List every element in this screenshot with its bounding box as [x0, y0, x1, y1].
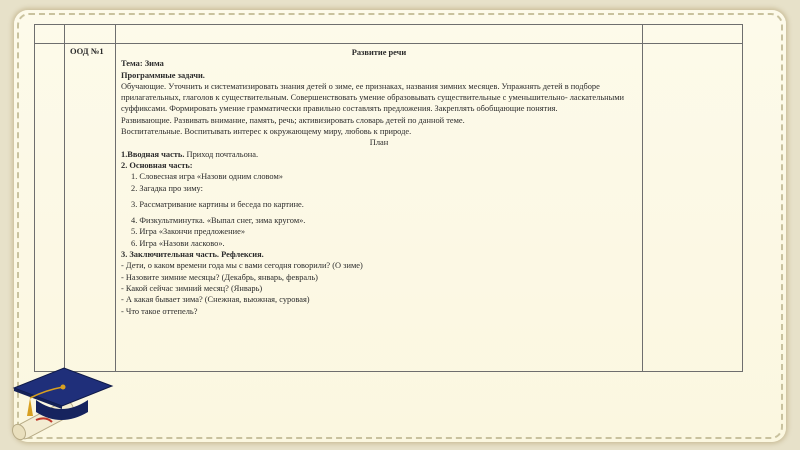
question-line: - А какая бывает зима? (Снежная, вьюжная, суровая): [121, 295, 310, 305]
task-developmental: Развивающие. Развивать внимание, память, речь; активизировать словарь детей по данной теме.: [121, 115, 465, 125]
lesson-plan-table: [34, 24, 743, 372]
tasks-heading: Программные задачи.: [121, 70, 205, 80]
theme-value: Зима: [144, 59, 164, 69]
header-cell: [35, 25, 65, 44]
theme-label: Тема:: [121, 59, 143, 69]
question-line: - Назовите зимние месяцы? (Декабрь, январь, февраль): [121, 272, 318, 282]
task-upbringing: Воспитательные. Воспитывать интерес к окружающему миру, любовь к природе.: [121, 127, 412, 137]
intro-text: Приход почтальона.: [184, 149, 259, 159]
header-cell: [116, 25, 643, 44]
graduation-cap-icon: [6, 360, 116, 445]
main-item: 1. Словесная игра «Назови одним словом»: [131, 172, 283, 182]
theme-line: [121, 58, 637, 69]
intro-line: [121, 149, 637, 160]
main-part-label: 2. Основная часть:: [121, 160, 193, 170]
main-item: 6. Игра «Назови ласково».: [131, 238, 225, 248]
lesson-content: [116, 44, 643, 372]
section-title: Развитие речи: [351, 48, 407, 57]
table-header-row: [35, 25, 743, 44]
question-line: - Дети, о каком времени года мы с вами сегодня говорили? (О зиме): [121, 261, 363, 271]
question-line: - Что такое оттепель?: [121, 306, 198, 316]
empty-cell: [35, 44, 65, 372]
main-item: 2. Загадка про зиму:: [131, 183, 203, 193]
plan-heading: План: [369, 138, 389, 148]
table-row: [35, 44, 743, 372]
main-item: 3. Рассматривание картины и беседа по картине.: [131, 199, 304, 209]
final-part-label: 3. Заключительная часть. Рефлексия.: [121, 250, 264, 260]
main-item: 5. Игра «Закончи предложение»: [131, 227, 246, 237]
empty-cell: [643, 44, 743, 372]
ood-label: ООД №1: [65, 44, 116, 372]
question-line: - Какой сейчас зимний месяц? (Январь): [121, 283, 263, 293]
header-cell: [65, 25, 116, 44]
main-item: 4. Физкультминутка. «Выпал снег, зима кругом».: [131, 216, 306, 226]
header-cell: [643, 25, 743, 44]
intro-label: 1.Вводная часть.: [121, 149, 185, 159]
task-educational: Обучающие. Уточнить и систематизировать знания детей о зиме, ее признаках, названия зимних месяцев. Упражнять детей в подборе прилагательных, глаголов к существительным. Совершенствовать умение образовывать существительные с уменьшительно- ласкательными суффиксами. Формировать умение грамматически правильно составлять предложения. Закреплять обобщающие понятия.: [121, 81, 625, 114]
